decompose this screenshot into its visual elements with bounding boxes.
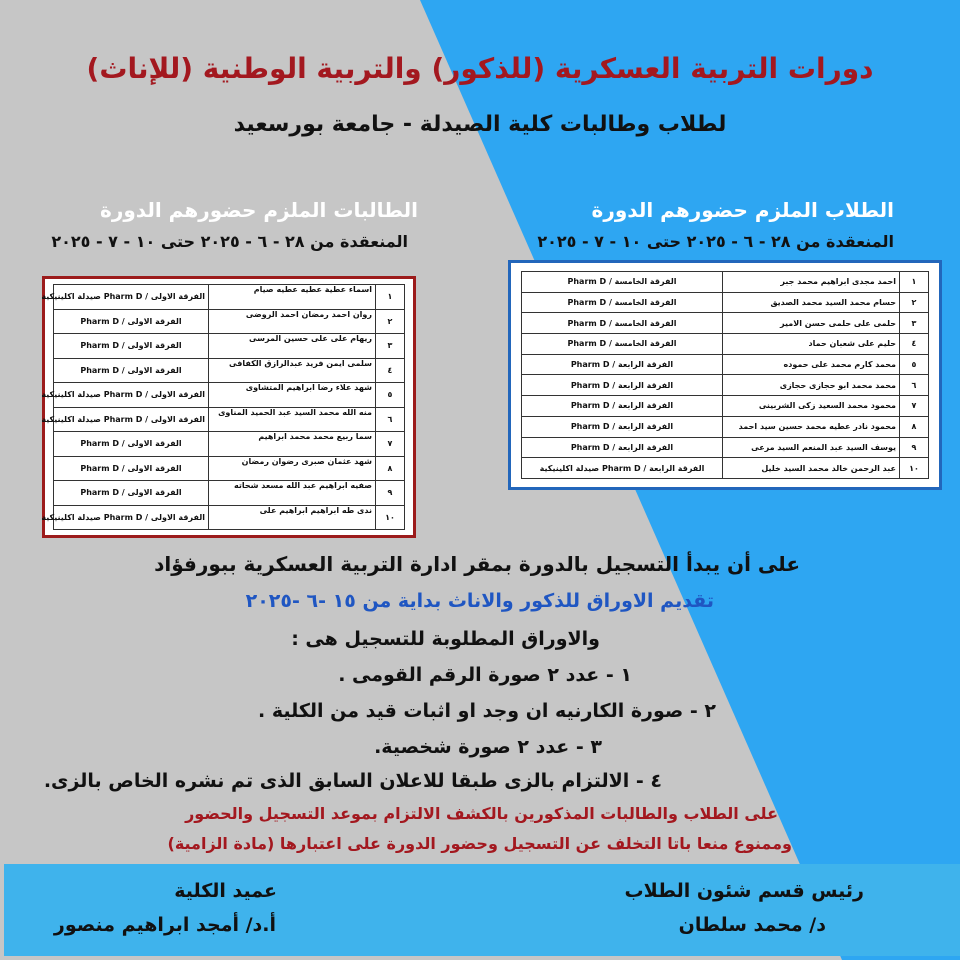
student-name: احمد مجدى ابراهيم محمد جبر bbox=[723, 272, 900, 293]
student-name: شهد عثمان صبرى رضوان رمضان bbox=[209, 456, 376, 481]
requirement-2: ٢ - صورة الكارنيه ان وجد او اثبات قيد من الكلية . bbox=[257, 700, 716, 722]
row-number: ٣ bbox=[900, 313, 929, 334]
student-year: الفرقة الرابعة / Pharm D صيدلة اكلينيكية bbox=[522, 458, 723, 479]
student-name: يوسف السيد عبد المنعم السيد مرعى bbox=[723, 437, 900, 458]
student-name: حسام محمد السيد محمد الصديق bbox=[723, 292, 900, 313]
student-name: اسماء عطية عطيه عطيه صيام bbox=[209, 285, 376, 310]
row-number: ٧ bbox=[900, 396, 929, 417]
warning-line-1: على الطلاب والطالبات المذكورين بالكشف الالتزام بموعد التسجيل والحضور bbox=[185, 804, 778, 823]
row-number: ٤ bbox=[900, 334, 929, 355]
student-name: شهد علاء رضا ابراهيم المتشاوى bbox=[209, 383, 376, 408]
student-name: عبد الرحمن خالد محمد السيد خليل bbox=[723, 458, 900, 479]
student-year: الفرقة الرابعة / Pharm D bbox=[522, 416, 723, 437]
footer-dean-panel bbox=[4, 864, 482, 956]
student-name: محمد كارم محمد على حموده bbox=[723, 354, 900, 375]
female-students-table bbox=[42, 276, 416, 538]
student-year: الفرقة الاولى / Pharm D bbox=[54, 456, 209, 481]
student-name: صفيه ابراهيم عبد الله مسعد شحاته bbox=[209, 481, 376, 506]
table-row bbox=[522, 458, 929, 479]
requirements-intro: والاوراق المطلوبة للتسجيل هى : bbox=[291, 628, 600, 650]
dean-title: عميد الكلية bbox=[174, 880, 277, 902]
row-number: ٥ bbox=[376, 383, 405, 408]
table-row bbox=[54, 358, 405, 383]
requirement-4: ٤ - الالتزام بالزى طبقا للاعلان السابق الذى تم نشره الخاص بالزى. bbox=[43, 770, 662, 792]
student-year: الفرقة الخامسة / Pharm D bbox=[522, 292, 723, 313]
table-row bbox=[522, 354, 929, 375]
student-year: الفرقة الاولى / Pharm D bbox=[54, 309, 209, 334]
student-year: الفرقة الاولى / Pharm D bbox=[54, 358, 209, 383]
table-row bbox=[54, 432, 405, 457]
head-title: رئيس قسم شئون الطلاب bbox=[624, 880, 864, 902]
row-number: ٥ bbox=[900, 354, 929, 375]
table-row bbox=[54, 481, 405, 506]
sub-title: لطلاب وطالبات كلية الصيدلة - جامعة بورسعيد bbox=[233, 112, 727, 137]
row-number: ٩ bbox=[376, 481, 405, 506]
row-number: ٢ bbox=[376, 309, 405, 334]
footer-head-panel bbox=[482, 864, 960, 956]
female-date: المنعقدة من ٢٨ - ٦ - ٢٠٢٥ حتى ١٠ - ٧ - ٢٠٢٥ bbox=[51, 232, 408, 251]
student-year: الفرقة الرابعة / Pharm D bbox=[522, 375, 723, 396]
row-number: ٨ bbox=[376, 456, 405, 481]
student-year: الفرقة الاولى / Pharm D صيدلة اكلينيكية bbox=[54, 285, 209, 310]
student-year: الفرقة الاولى / Pharm D صيدلة اكلينيكية bbox=[54, 505, 209, 530]
student-name: ريهام على على حسين المرسى bbox=[209, 334, 376, 359]
row-number: ١٠ bbox=[900, 458, 929, 479]
student-name: روان احمد رمضان احمد الروضى bbox=[209, 309, 376, 334]
row-number: ٢ bbox=[900, 292, 929, 313]
table-row bbox=[522, 272, 929, 293]
student-name: سلمى ايمن فريد عبدالرازق الكفافى bbox=[209, 358, 376, 383]
student-year: الفرقة الرابعة / Pharm D bbox=[522, 437, 723, 458]
dean-name: أ.د/ أمجد ابراهيم منصور bbox=[53, 914, 276, 936]
row-number: ٩ bbox=[900, 437, 929, 458]
row-number: ٦ bbox=[900, 375, 929, 396]
row-number: ٨ bbox=[900, 416, 929, 437]
student-year: الفرقة الاولى / Pharm D bbox=[54, 432, 209, 457]
table-row bbox=[54, 309, 405, 334]
student-year: الفرقة الاولى / Pharm D bbox=[54, 481, 209, 506]
student-name: ندى طه ابراهيم ابراهيم على bbox=[209, 505, 376, 530]
table-row bbox=[54, 285, 405, 310]
table-row bbox=[522, 313, 929, 334]
student-year: الفرقة الاولى / Pharm D صيدلة اكلينيكية bbox=[54, 407, 209, 432]
student-name: حليم على شعبان حماد bbox=[723, 334, 900, 355]
table-row bbox=[54, 383, 405, 408]
student-name: منه الله محمد السيد عبد الحميد المناوى bbox=[209, 407, 376, 432]
table-row bbox=[522, 396, 929, 417]
table-row bbox=[54, 407, 405, 432]
row-number: ٧ bbox=[376, 432, 405, 457]
female-heading: الطالبات الملزم حضورهم الدورة bbox=[100, 198, 418, 222]
student-year: الفرقة الرابعة / Pharm D bbox=[522, 354, 723, 375]
table-row bbox=[54, 334, 405, 359]
male-date: المنعقدة من ٢٨ - ٦ - ٢٠٢٥ حتى ١٠ - ٧ - ٢٠٢٥ bbox=[537, 232, 894, 251]
main-title: دورات التربية العسكرية (للذكور) والتربية الوطنية (للإناث) bbox=[86, 52, 874, 85]
student-year: الفرقة الخامسة / Pharm D bbox=[522, 334, 723, 355]
table-row bbox=[54, 456, 405, 481]
table-row bbox=[54, 505, 405, 530]
student-name: محمود نادر عطيه محمد حسين سيد احمد bbox=[723, 416, 900, 437]
table-row bbox=[522, 416, 929, 437]
table-row bbox=[522, 437, 929, 458]
student-year: الفرقة الخامسة / Pharm D bbox=[522, 313, 723, 334]
student-year: الفرقة الاولى / Pharm D صيدلة اكلينيكية bbox=[54, 383, 209, 408]
table-row bbox=[522, 334, 929, 355]
student-name: محمد محمد ابو حجازى حجازى bbox=[723, 375, 900, 396]
male-students-table bbox=[508, 260, 942, 490]
row-number: ١٠ bbox=[376, 505, 405, 530]
submission-date: تقديم الاوراق للذكور والاناث بداية من ١٥ -٦ -٢٠٢٥ bbox=[245, 590, 714, 612]
student-year: الفرقة الاولى / Pharm D bbox=[54, 334, 209, 359]
registration-location: على أن يبدأ التسجيل بالدورة بمقر ادارة التربية العسكرية ببورفؤاد bbox=[154, 552, 800, 576]
table-row bbox=[522, 375, 929, 396]
male-heading: الطلاب الملزم حضورهم الدورة bbox=[591, 198, 894, 222]
row-number: ١ bbox=[900, 272, 929, 293]
student-year: الفرقة الرابعة / Pharm D bbox=[522, 396, 723, 417]
requirement-3: ٣ - عدد ٢ صورة شخصية. bbox=[374, 736, 602, 758]
student-name: حلمى على حلمى حسن الامير bbox=[723, 313, 900, 334]
row-number: ٦ bbox=[376, 407, 405, 432]
row-number: ١ bbox=[376, 285, 405, 310]
student-year: الفرقة الخامسة / Pharm D bbox=[522, 272, 723, 293]
row-number: ٤ bbox=[376, 358, 405, 383]
student-name: محمود محمد السعيد زكى الشربينى bbox=[723, 396, 900, 417]
student-name: سما ربيع محمد محمد ابراهيم bbox=[209, 432, 376, 457]
warning-line-2: وممنوع منعا باتا التخلف عن التسجيل وحضور الدورة على اعتبارها (مادة الزامية) bbox=[167, 834, 792, 853]
row-number: ٣ bbox=[376, 334, 405, 359]
requirement-1: ١ - عدد ٢ صورة الرقم القومى . bbox=[338, 664, 632, 686]
head-name: د/ محمد سلطان bbox=[678, 914, 826, 936]
table-row bbox=[522, 292, 929, 313]
